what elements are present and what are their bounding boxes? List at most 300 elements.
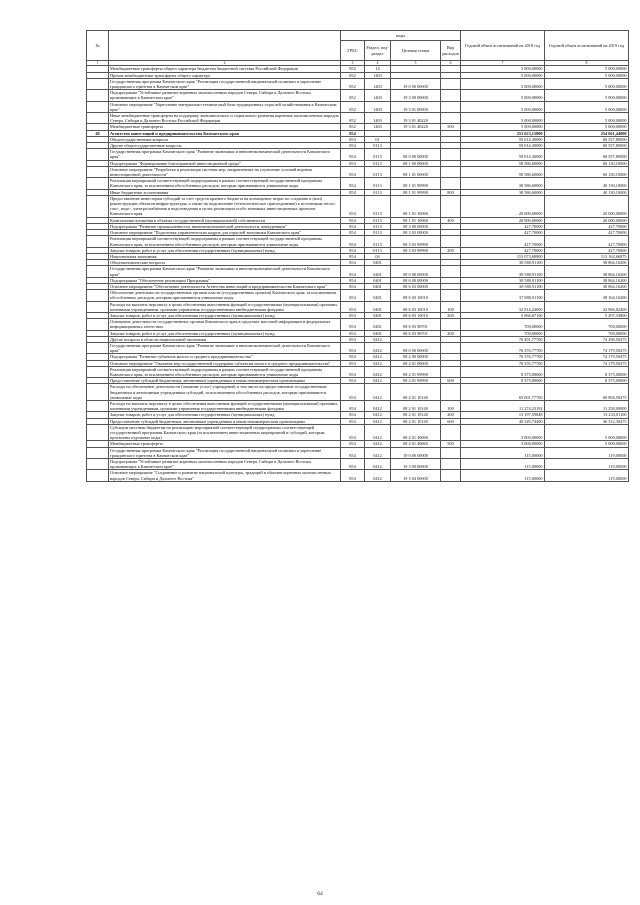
row-vol2018: 5 000,00000 — [461, 66, 545, 72]
row-target: 08 2 01 40060 — [391, 441, 441, 447]
row-vol2019: 5 000,00000 — [545, 441, 629, 447]
row-grbs: 854 — [341, 447, 365, 458]
row-vol2018: 700,00000 — [461, 319, 545, 330]
row-grbs: 854 — [341, 424, 365, 441]
row-vol2018: 11 274,23192 — [461, 400, 545, 411]
row-target: 08 1 00 00000 — [391, 160, 441, 166]
row-name: Предоставление субсидий бюджетным, автономным учреждениям и иным некоммерческим организациям — [109, 378, 341, 384]
row-vol2019: 38 164,16200 — [545, 290, 629, 301]
row-vol2019: 32 866,82400 — [545, 301, 629, 312]
table-body — [87, 66, 629, 481]
row-vol2018: 5 000,00000 — [461, 72, 545, 78]
row-grbs: 852 — [341, 72, 365, 78]
row-target: 08 1 01 10060 — [391, 217, 441, 223]
table-row — [87, 101, 629, 112]
row-target: 08 6 03 00000 — [391, 283, 441, 289]
row-grbs: 854 — [341, 149, 365, 160]
row-vol2018: 8 375,00000 — [461, 378, 545, 384]
row-name: Подпрограмма "Обеспечение реализации Программы" — [109, 277, 341, 283]
header-column-numbers: 1 2 3 4 5 6 7 8 — [87, 61, 629, 66]
row-exp-type — [441, 470, 461, 481]
row-vol2018: 13 197,59848 — [461, 412, 545, 418]
row-name: Субсидии местным бюджетам на реализацию мероприятий соответствующей подпрограммы соответствующей государственной программы Камчатского края (за исключением инвестиционных мероприятий и субсидий, которым присвоены отдельные коды) — [109, 424, 341, 441]
row-section: 0401 — [365, 260, 391, 266]
table-row — [87, 178, 629, 189]
row-vol2019: 60 557,80000 — [545, 143, 629, 149]
row-vol2018: 76 491,77700 — [461, 336, 545, 342]
row-grbs: 854 — [341, 230, 365, 236]
row-number — [87, 319, 109, 330]
row-vol2018: 115,00000 — [461, 470, 545, 481]
row-number — [87, 113, 109, 124]
row-target: 08 6 00 00000 — [391, 277, 441, 283]
row-number — [87, 400, 109, 411]
row-vol2018: 253 023,15800 — [461, 130, 545, 136]
row-vol2018: 58 586,60000 — [461, 166, 545, 177]
row-vol2019: 74 179,50475 — [545, 354, 629, 360]
row-section: 1403 — [365, 101, 391, 112]
row-section: 0412 — [365, 384, 391, 401]
row-section: 0401 — [365, 312, 391, 318]
row-vol2019: 427,70000 — [545, 223, 629, 229]
row-grbs: 854 — [341, 301, 365, 312]
row-grbs: 854 — [341, 247, 365, 253]
row-target: 08 0 00 00000 — [391, 149, 441, 160]
row-number: 40 — [87, 130, 109, 136]
row-vol2018: 115 073,68800 — [461, 253, 545, 259]
row-grbs: 854 — [341, 283, 365, 289]
row-target: 19 3 00 00000 — [391, 90, 441, 101]
row-exp-type: 200 — [441, 412, 461, 418]
row-section: 0401 — [365, 277, 391, 283]
row-number — [87, 101, 109, 112]
row-vol2018: 65 001,77700 — [461, 384, 545, 401]
row-section: 0113 — [365, 223, 391, 229]
row-section: 0412 — [365, 424, 391, 441]
row-vol2019: 119,00000 — [545, 447, 629, 458]
row-vol2018: 76 376,77700 — [461, 360, 545, 366]
row-vol2019: 254 661,44000 — [545, 130, 629, 136]
row-target: 08 2 01 00000 — [391, 360, 441, 366]
row-target: 08 0 00 00000 — [391, 342, 441, 353]
row-name: Закупка товаров, работ и услуг для обеспечения государственных (муниципальных) нужд — [109, 412, 341, 418]
row-target: 08 6 03 98701 — [391, 330, 441, 336]
row-grbs: 854 — [341, 330, 365, 336]
row-vol2018: 37 880,91100 — [461, 290, 545, 301]
row-grbs: 854 — [341, 418, 365, 424]
row-vol2019: 60 804,50475 — [545, 384, 629, 401]
row-section: 0113 — [365, 189, 391, 195]
row-vol2018: 8 375,00000 — [461, 366, 545, 377]
row-vol2019: 38 864,16200 — [545, 266, 629, 277]
row-vol2018: 5 000,00000 — [461, 101, 545, 112]
row-exp-type: 500 — [441, 124, 461, 130]
row-vol2019: 20 000,00000 — [545, 217, 629, 223]
row-grbs: 854 — [341, 195, 365, 217]
row-vol2018: 38 580,91100 — [461, 266, 545, 277]
row-target: 08 2 01 10140 — [391, 412, 441, 418]
row-name: Основное мероприятие "Обеспечение деятельности Агентства инвестиций и предпринимательства Камчатского края" — [109, 283, 341, 289]
row-number — [87, 342, 109, 353]
row-grbs: 854 — [341, 266, 365, 277]
row-grbs: 854 — [341, 459, 365, 470]
row-vol2018: 38 580,91100 — [461, 277, 545, 283]
row-vol2018: 38 580,91100 — [461, 260, 545, 266]
row-vol2018: 5 000,00000 — [461, 78, 545, 89]
row-name: Подпрограмма "Устойчивое развитие коренных малочисленных народов Севера, Сибири и Дальнего Востока, проживающих в Камчатском крае" — [109, 459, 341, 470]
row-vol2018: 38 586,60000 — [461, 178, 545, 189]
row-name: Другие общегосударственные вопросы — [109, 143, 341, 149]
row-grbs: 854 — [341, 236, 365, 247]
row-grbs: 852 — [341, 90, 365, 101]
row-name: Подпрограмма "Устойчивое развитие коренных малочисленных народов Севера, Сибири и Дальнего Востока, проживающих в Камчатском крае" — [109, 90, 341, 101]
table-row — [87, 384, 629, 401]
row-vol2018: 700,00000 — [461, 330, 545, 336]
table-row — [87, 166, 629, 177]
row-grbs: 852 — [341, 101, 365, 112]
row-grbs: 854 — [341, 253, 365, 259]
row-number — [87, 366, 109, 377]
row-vol2019: 427,70000 — [545, 247, 629, 253]
row-vol2019: 5 000,00000 — [545, 113, 629, 124]
row-name: Государственная программа Камчатского края "Реализация государственной национальной политики и укрепление гражданского единства в Камчатском крае" — [109, 78, 341, 89]
row-exp-type: 800 — [441, 189, 461, 195]
row-grbs: 854 — [341, 366, 365, 377]
row-target: 19 0 00 00000 — [391, 447, 441, 458]
row-vol2019: 60 557,80000 — [545, 149, 629, 160]
row-name: Предоставление инвесторам субсидий за счет средств краевого бюджета на возмещение затрат по созданию и (или) реконструкции объектов инфраструктуры, а также на подключение (технологическое присоединение) к источникам тепло-, газо-, водо-, электроснабжения и водоотведения в целях реализации особо значимых инвестиционных проектов Камчатского края — [109, 195, 341, 217]
row-name: Закупка товаров, работ и услуг для обеспечения государственных (муниципальных) нужд — [109, 247, 341, 253]
row-vol2018: 115,00000 — [461, 447, 545, 458]
row-grbs: 854 — [341, 342, 365, 353]
table-row — [87, 459, 629, 470]
row-name: Агентство инвестиций и предпринимательства Камчатского края — [109, 130, 341, 136]
row-grbs: 854 — [341, 441, 365, 447]
row-target: 08 6 03 98701 — [391, 319, 441, 330]
row-name: Основное мероприятие "Оказание мер государственной поддержки субъектам малого и среднего предпринимательства" — [109, 360, 341, 366]
row-number — [87, 384, 109, 401]
row-grbs: 854 — [341, 277, 365, 283]
row-vol2019: 5 000,00000 — [545, 72, 629, 78]
row-target: 19 0 00 00000 — [391, 78, 441, 89]
row-number — [87, 424, 109, 441]
row-section: 0113 — [365, 230, 391, 236]
row-grbs: 854 — [341, 136, 365, 142]
row-vol2018: 59 014,30000 — [461, 149, 545, 160]
row-name: Подпрограмма "Развитие промышленности, внешнеэкономической деятельности, конкуренции" — [109, 223, 341, 229]
row-exp-type: 100 — [441, 400, 461, 411]
row-exp-type: 600 — [441, 418, 461, 424]
row-vol2018: 427,70000 — [461, 230, 545, 236]
row-section: 04 — [365, 253, 391, 259]
row-name: Расходы на обеспечение деятельности (оказание услуг) учреждений, в том числе на предоставление государственным бюджетным и автономным учреждениям субсидий, за исключением обособленных расходов, которым присваиваются уникальные коды — [109, 384, 341, 401]
row-exp-type — [441, 166, 461, 177]
row-vol2019: 700,00000 — [545, 330, 629, 336]
row-number — [87, 301, 109, 312]
row-number — [87, 459, 109, 470]
row-target: 19 3 01 40220 — [391, 113, 441, 124]
row-name: Государственная программа Камчатского края "Развитие экономики и внешнеэкономической деятельности Камчатского края" — [109, 342, 341, 353]
row-vol2019: 38 864,16200 — [545, 277, 629, 283]
row-section: 01 — [365, 136, 391, 142]
header-vol2018: Годовой объем ассигнований на 2018 год — [461, 31, 545, 61]
row-name: Национальная экономика — [109, 253, 341, 259]
row-vol2019: 74 179,50475 — [545, 342, 629, 353]
row-section: 0412 — [365, 360, 391, 366]
row-section: 0113 — [365, 149, 391, 160]
row-vol2019: 20 000,00000 — [545, 195, 629, 217]
row-exp-type: 100 — [441, 301, 461, 312]
row-exp-type: 400 — [441, 217, 461, 223]
row-exp-type: 500 — [441, 441, 461, 447]
row-vol2018: 5 000,00000 — [461, 124, 545, 130]
row-target: 08 6 03 10010 — [391, 312, 441, 318]
row-vol2019: 5 297,33800 — [545, 312, 629, 318]
row-vol2018: 76 376,77700 — [461, 342, 545, 353]
row-grbs: 854 — [341, 260, 365, 266]
row-vol2019: 60 130,10000 — [545, 160, 629, 166]
row-exp-type — [441, 90, 461, 101]
row-name: Иные межбюджетные трансферты на поддержку экономического и социального развития коренных малочисленных народов Севера, Сибири и Дальнего Востока Российской Федерации — [110, 113, 339, 124]
row-vol2019: 74 298,50475 — [545, 336, 629, 342]
row-section: 0412 — [365, 354, 391, 360]
row-vol2019: 60 130,10000 — [545, 166, 629, 177]
row-name: Реализация мероприятий соответствующей подпрограммы в рамках соответствующей государственной программы Камчатского края, за исключением обособленных расходов, которым присваиваются уникальные коды — [109, 178, 341, 189]
row-grbs: 854 — [341, 290, 365, 301]
row-vol2018: 5 000,00000 — [461, 90, 545, 101]
row-vol2018: 38 586,60000 — [461, 189, 545, 195]
row-vol2018: 76 376,77700 — [461, 354, 545, 360]
row-number — [87, 78, 109, 89]
table-row — [87, 424, 629, 441]
row-grbs: 854 — [341, 143, 365, 149]
row-section: 0113 — [365, 217, 391, 223]
row-name: Освещение деятельности государственных органов Камчатского края в средствах массовой информации и федеральных информационных агентствах — [109, 319, 341, 330]
table-row — [87, 319, 629, 330]
row-name: Межбюджетные трансферты — [109, 441, 341, 447]
row-name: Основное мероприятие "Разработка и реализация системы мер, направленных на улучшение условий ведения инвестиционной деятельности" — [109, 166, 341, 177]
row-target: 08 2 01 10140 — [391, 400, 441, 411]
row-vol2018: 3 000,00000 — [461, 441, 545, 447]
row-target: 08 3 03 99990 — [391, 236, 441, 247]
row-grbs: 852 — [341, 124, 365, 130]
header-exp-type: Вид расходов — [441, 41, 461, 61]
row-exp-type: 600 — [441, 378, 461, 384]
row-number — [87, 236, 109, 247]
row-name: Прочие межбюджетные трансферты общего характера — [109, 72, 341, 78]
row-target: 08 2 01 10140 — [391, 384, 441, 401]
row-name: Основное мероприятие "Укрепление материально-технической базы традиционных отраслей хозяйствования в Камчатском крае" — [109, 101, 341, 112]
row-exp-type — [441, 290, 461, 301]
row-target: 08 0 00 00000 — [391, 266, 441, 277]
row-section: 0113 — [365, 166, 391, 177]
row-grbs: 854 — [341, 223, 365, 229]
row-target: 08 2 01 40060 — [391, 424, 441, 441]
row-target: 08 2 01 10140 — [391, 418, 441, 424]
row-exp-type — [441, 78, 461, 89]
row-target: 08 1 01 00000 — [391, 166, 441, 177]
row-vol2018: 20 000,00000 — [461, 195, 545, 217]
row-vol2018: 427,70000 — [461, 247, 545, 253]
row-number — [87, 470, 109, 481]
header-grbs: ГРБС — [341, 41, 365, 61]
row-grbs: 854 — [341, 354, 365, 360]
page-number: 64 — [317, 891, 323, 897]
header-section: Раздел, под-раздел — [365, 41, 391, 61]
row-number — [87, 166, 109, 177]
row-vol2019: 38 864,16200 — [545, 283, 629, 289]
row-section: 1403 — [365, 90, 391, 101]
row-exp-type — [441, 319, 461, 330]
row-name: Подпрограмма "Формирование благоприятной инвестиционной среды" — [109, 160, 341, 166]
row-name: Реализация мероприятий соответствующей подпрограммы в рамках соответствующей государственной программы Камчатского края, за исключением обособленных расходов, которым присваиваются уникальные коды — [109, 366, 341, 377]
row-name: Предоставление субсидий бюджетным, автономным учреждениям и иным некоммерческим организациям — [109, 418, 341, 424]
row-grbs: 854 — [341, 378, 365, 384]
row-target: 08 3 03 00000 — [391, 230, 441, 236]
row-exp-type — [441, 447, 461, 458]
row-vol2018: 5 000,00000 — [461, 113, 545, 124]
row-section: 0412 — [365, 418, 391, 424]
row-target: 19 3 01 00000 — [391, 101, 441, 112]
table-row — [87, 447, 629, 458]
row-target: 08 1 01 99990 — [391, 189, 441, 195]
row-grbs: 852 — [341, 78, 365, 89]
row-target: 08 6 03 10010 — [391, 290, 441, 301]
row-grbs: 854 — [341, 312, 365, 318]
row-section: 0412 — [365, 378, 391, 384]
row-grbs: 854 — [341, 217, 365, 223]
row-vol2019: 119,00000 — [545, 459, 629, 470]
row-section: 0412 — [365, 441, 391, 447]
row-exp-type: 200 — [441, 312, 461, 318]
row-grbs: 854 — [341, 336, 365, 342]
row-vol2018: 427,70000 — [461, 223, 545, 229]
row-target: 08 2 01 99990 — [391, 366, 441, 377]
row-grbs: 854 — [341, 160, 365, 166]
row-vol2019: 36 312,30475 — [545, 418, 629, 424]
row-target: 08 1 01 10060 — [391, 195, 441, 217]
row-target: 08 3 00 00000 — [391, 223, 441, 229]
row-name: Обеспечение деятельности государственных органов власти (государственных органов) Камчатского края, за исключением обособленных расходов, которым присваиваются уникальные коды — [109, 290, 341, 301]
row-name: Подпрограмма "Развитие субъектов малого и среднего предпринимательства" — [109, 354, 341, 360]
row-section: 1403 — [365, 78, 391, 89]
row-target: 19 3 01 40220 — [391, 124, 441, 130]
row-target: 19 3 04 00000 — [391, 470, 441, 481]
row-target: 19 3 00 00000 — [391, 459, 441, 470]
row-section: 0113 — [365, 178, 391, 189]
row-exp-type — [441, 366, 461, 377]
row-grbs: 854 — [341, 412, 365, 418]
row-vol2019: 5 000,00000 — [545, 101, 629, 112]
row-number — [87, 90, 109, 101]
header-vol2019: Годовой объем ассигнований на 2019 год — [545, 31, 629, 61]
row-section: 0401 — [365, 283, 391, 289]
row-grbs: 854 — [341, 360, 365, 366]
table-row — [87, 78, 629, 89]
row-grbs: 854 — [341, 470, 365, 481]
row-exp-type — [441, 178, 461, 189]
row-section: 0412 — [365, 400, 391, 411]
budget-table-page — [86, 30, 628, 482]
row-section: 0113 — [365, 143, 391, 149]
row-name: Расходы на выплаты персоналу в целях обеспечения выполнения функций государственными (муниципальными) органами, казенными учреждениями, органами управления государственными внебюджетными фондами — [109, 301, 341, 312]
table-row — [87, 301, 629, 312]
row-exp-type — [441, 266, 461, 277]
row-number — [87, 266, 109, 277]
row-grbs: 854 — [341, 130, 365, 136]
row-name: Закупка товаров, работ и услуг для обеспечения государственных (муниципальных) нужд — [109, 330, 341, 336]
row-exp-type — [441, 149, 461, 160]
row-name: Государственная программа Камчатского края "Реализация государственной национальной политики и укрепление гражданского единства в Камчатском крае" — [109, 447, 341, 458]
row-target: 08 2 01 99990 — [391, 378, 441, 384]
row-exp-type — [441, 195, 461, 217]
row-vol2018: 32 814,24000 — [461, 301, 545, 312]
row-section: 0412 — [365, 342, 391, 353]
row-vol2018: 40 529,74400 — [461, 418, 545, 424]
row-name: Расходы на выплаты персоналу в целях обеспечения выполнения функций государственными (муниципальными) органами, казенными учреждениями, органами управления государственными внебюджетными фондами — [109, 400, 341, 411]
row-number — [87, 178, 109, 189]
row-grbs: 854 — [341, 400, 365, 411]
row-section: 0113 — [365, 160, 391, 166]
row-number — [87, 447, 109, 458]
row-grbs: 852 — [341, 66, 365, 72]
row-name: Межбюджетные трансферты — [109, 124, 341, 130]
row-exp-type — [441, 113, 461, 124]
row-vol2018: 115,00000 — [461, 459, 545, 470]
table-row — [87, 113, 629, 124]
row-vol2018: 59 014,30000 — [461, 143, 545, 149]
row-target: 08 3 03 99990 — [391, 247, 441, 253]
row-section: 0113 — [365, 236, 391, 247]
row-section: 0412 — [365, 366, 391, 377]
row-exp-type — [441, 459, 461, 470]
row-grbs: 854 — [341, 178, 365, 189]
row-grbs: 854 — [341, 166, 365, 177]
row-section: 1403 — [365, 72, 391, 78]
row-vol2019: 38 864,16200 — [545, 260, 629, 266]
row-vol2018: 20 000,00000 — [461, 217, 545, 223]
row-name: Общеэкономические вопросы — [109, 260, 341, 266]
row-grbs: 854 — [341, 189, 365, 195]
row-target: 08 2 00 00000 — [391, 354, 441, 360]
row-vol2019: 8 375,00000 — [545, 366, 629, 377]
row-vol2019: 74 179,50475 — [545, 360, 629, 366]
table-header — [87, 31, 629, 66]
row-exp-type — [441, 384, 461, 401]
row-section: 14 — [365, 66, 391, 72]
table-row — [87, 266, 629, 277]
header-target: Целевая статья — [391, 41, 441, 61]
row-vol2019: 427,70000 — [545, 230, 629, 236]
row-vol2018: 58 586,60000 — [461, 160, 545, 166]
row-number — [87, 149, 109, 160]
budget-table — [86, 30, 629, 482]
row-section: 0401 — [365, 301, 391, 312]
row-exp-type — [441, 236, 461, 247]
row-exp-type — [441, 101, 461, 112]
row-vol2019: 40 130,10000 — [545, 178, 629, 189]
header-codes: коды — [341, 31, 461, 41]
row-number — [87, 195, 109, 217]
row-name: Закупка товаров, работ и услуг для обеспечения государственных (муниципальных) нужд — [109, 312, 341, 318]
row-exp-type: 200 — [441, 330, 461, 336]
row-target: 08 6 03 10010 — [391, 301, 441, 312]
row-vol2019: 119,00000 — [545, 470, 629, 481]
row-vol2019: 427,70000 — [545, 236, 629, 247]
row-vol2019: 60 557,80000 — [545, 136, 629, 142]
row-vol2019: 113 162,66875 — [545, 253, 629, 259]
row-name: Основное мероприятие "Сохранение и развитие национальной культуры, традиций и обычаев коренных малочисленных народов Севера, Сибири и Дальнего Востока" — [109, 470, 341, 481]
